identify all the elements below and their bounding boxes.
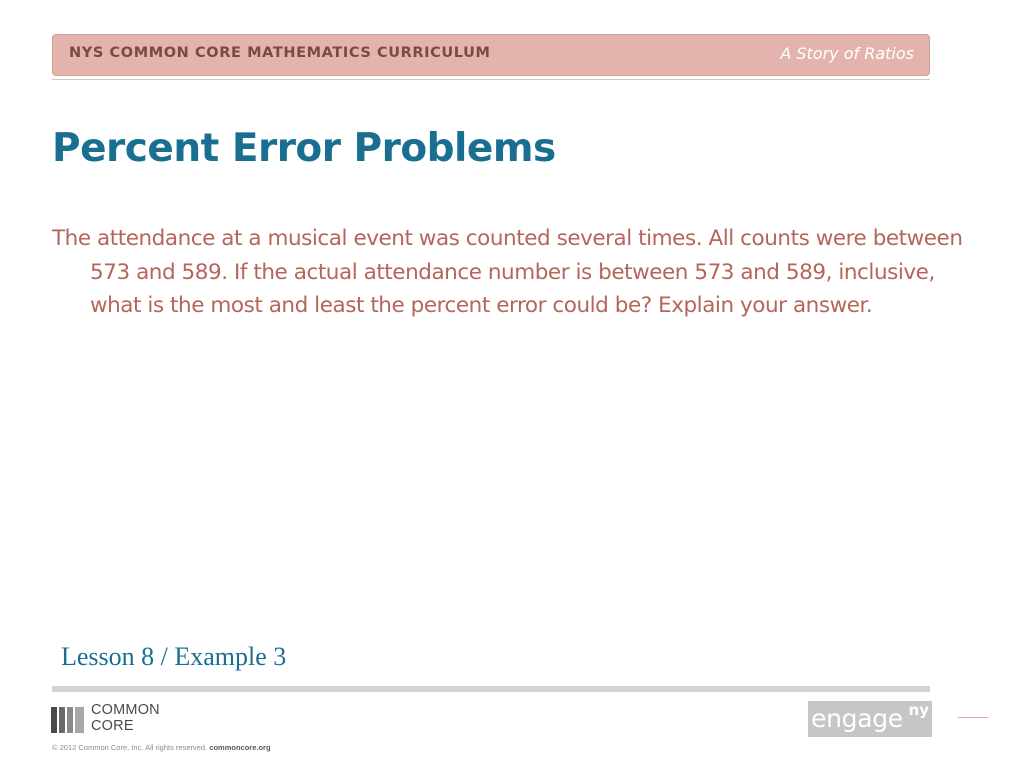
page-title: Percent Error Problems <box>52 126 556 171</box>
lesson-reference: Lesson 8 / Example 3 <box>61 642 287 671</box>
footer-divider <box>52 686 930 692</box>
engage-ny-superscript: ny <box>908 701 929 719</box>
header-divider <box>52 79 930 80</box>
problem-statement: The attendance at a musical event was counted several times. All counts were between 573 and 589. If the actual attendance number is between 573 and 589, inclusive, what is the most and least the percent error could be? Explain your answer. <box>52 226 963 318</box>
curriculum-title: NYS COMMON CORE MATHEMATICS CURRICULUM <box>69 45 491 61</box>
logo-line-2: CORE <box>91 717 134 734</box>
copyright-text: © 2012 Common Core, Inc. All rights reserved. <box>52 743 208 752</box>
copyright-notice <box>52 743 271 752</box>
common-core-wordmark <box>91 703 160 734</box>
slide-edge-mark <box>958 717 988 718</box>
engage-wordmark: engage <box>811 704 903 733</box>
common-core-bars-icon <box>51 707 85 733</box>
common-core-logo <box>51 703 191 737</box>
curriculum-header <box>52 34 930 76</box>
engage-ny-logo <box>808 701 932 737</box>
story-subtitle: A Story of Ratios <box>780 44 914 63</box>
logo-line-1: COMMON <box>91 702 160 718</box>
copyright-link[interactable]: commoncore.org <box>209 743 271 752</box>
